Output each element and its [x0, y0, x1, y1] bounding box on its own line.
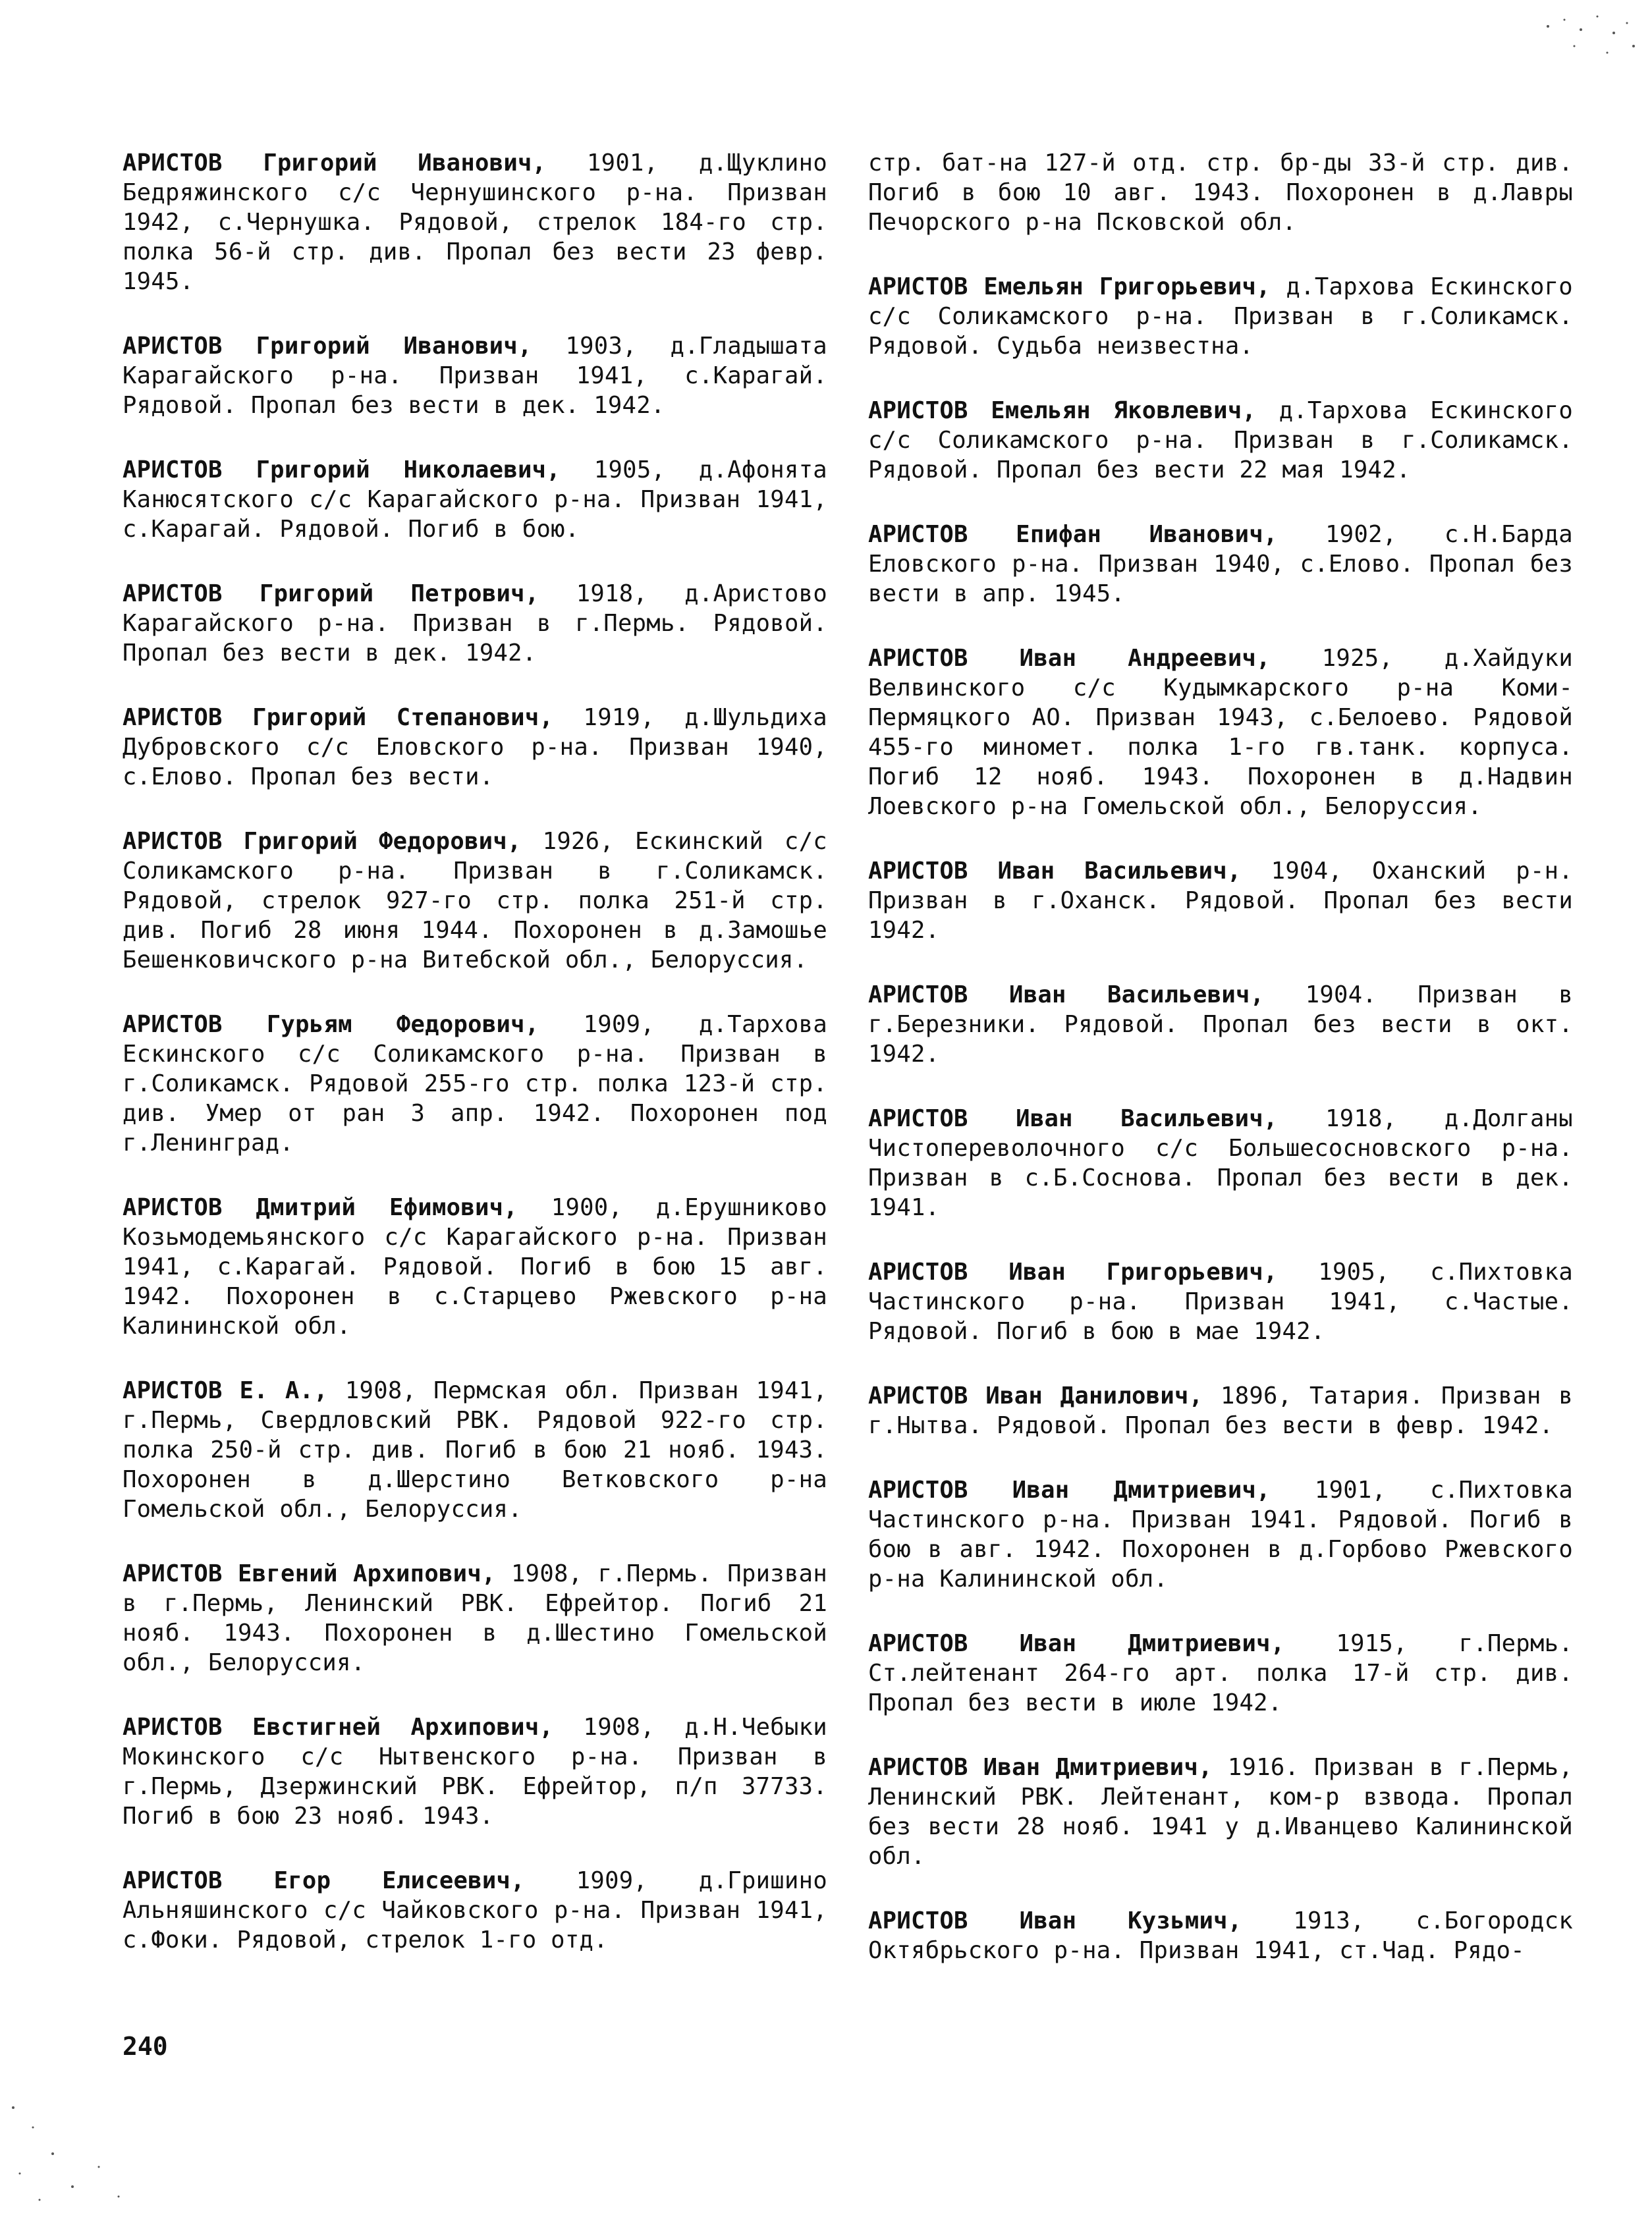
record-entry [123, 1376, 827, 1524]
entry-text: 1901, с.Пихтовка Частинского р-на. Призван 1941. Рядовой. Погиб в бою в авг. 1942. Похоронен в д.Горбово Ржевского р-на Калининской обл. [868, 1477, 1573, 1593]
record-entry [868, 1257, 1573, 1346]
entry-text: 1919, д.Шульдиха Дубровского с/с Еловского р-на. Призван 1940, с.Елово. Пропал без вести. [123, 704, 827, 790]
entry-text: д.Тархова Ескинского с/с Соликамского р-на. Призван в г.Соликамск. Рядовой. Судьба неизвестна. [868, 273, 1573, 360]
entry-surname: АРИСТОВ [868, 858, 968, 885]
entry-given-name: Евгений Архипович, [238, 1560, 496, 1587]
entry-surname: АРИСТОВ [868, 1382, 968, 1409]
scan-noise-top-right [1535, 7, 1647, 66]
entry-given-name: Дмитрий Ефимович, [256, 1194, 518, 1221]
entry-text: 1900, д.Ерушниково Козьмодемьянского с/с Карагайского р-на. Призван 1941, с.Карагай. Рядовой. Погиб в бою 15 авг. 1942. Похоронен в с.Старцево Ржевского р-на Калининской обл. [123, 1194, 827, 1340]
entry-surname: АРИСТОВ [868, 397, 968, 424]
entry-text: д.Тархова Ескинского с/с Соликамского р-на. Призван в г.Соликамск. Рядовой. Пропал без вести 22 мая 1942. [868, 397, 1573, 483]
entry-text: стр. бат-на 127-й отд. стр. бр-ды 33-й стр. див. Погиб в бою 10 авг. 1943. Похоронен в д.Лавры Печорского р-на Псковской обл. [868, 150, 1573, 236]
record-entry [868, 396, 1573, 485]
record-entry [868, 856, 1573, 945]
record-entry [123, 1010, 827, 1158]
record-entry [868, 643, 1573, 821]
record-entry [868, 148, 1573, 237]
record-entry [868, 1381, 1573, 1440]
entry-surname: АРИСТОВ [123, 1560, 223, 1587]
entry-given-name: Григорий Степанович, [252, 704, 554, 731]
entry-text: 1904. Призван в г.Березники. Рядовой. Пропал без вести в окт. 1942. [868, 981, 1573, 1068]
entry-given-name: Иван Васильевич, [997, 858, 1242, 885]
scan-noise-bottom-left [0, 2081, 145, 2213]
entry-text: 1908, Пермская обл. Призван 1941, г.Пермь, Свердловский РВК. Рядовой 922-го стр. полка 250-й стр. див. Погиб в бою 21 нояб. 1943. Похоронен в д.Шерстино Ветковского р-на Гомельской обл., Белоруссия. [123, 1377, 827, 1523]
entry-text: 1905, д.Афонята Канюсятского с/с Карагайского р-на. Призван 1941, с.Карагай. Рядовой. Погиб в бою. [123, 456, 827, 543]
entry-surname: АРИСТОВ [868, 1754, 968, 1781]
record-entry [868, 1753, 1573, 1871]
entry-text: 1915, г.Пермь. Ст.лейтенант 264-го арт. полка 17-й стр. див. Пропал без вести в июле 1942. [868, 1630, 1573, 1716]
record-entry [123, 703, 827, 792]
entry-surname: АРИСТОВ [123, 828, 223, 855]
record-entry [868, 1629, 1573, 1718]
entry-text: 1902, с.Н.Барда Еловского р-на. Призван 1940, с.Елово. Пропал без вести в апр. 1945. [868, 521, 1573, 607]
entry-surname: АРИСТОВ [868, 645, 968, 672]
entry-surname: АРИСТОВ [868, 1477, 968, 1504]
entry-given-name: Иван Васильевич, [1009, 981, 1265, 1008]
entry-text: 1918, д.Аристово Карагайского р-на. Призван в г.Пермь. Рядовой. Пропал без вести в дек. 1942. [123, 580, 827, 667]
entry-given-name: Иван Кузьмич, [1019, 1907, 1242, 1934]
entry-given-name: Григорий Федорович, [243, 828, 522, 855]
entry-surname: АРИСТОВ [868, 1259, 968, 1286]
entry-given-name: Иван Дмитриевич, [1019, 1630, 1285, 1657]
entry-given-name: Иван Дмитриевич, [1012, 1477, 1271, 1504]
entry-text: 1904, Оханский р-н. Призван в г.Оханск. Рядовой. Пропал без вести 1942. [868, 858, 1573, 944]
entry-text: 1925, д.Хайдуки Велвинского с/с Кудымкарского р-на Коми-Пермяцкого АО. Призван 1943, с.Белоево. Рядовой 455-го миномет. полка 1-го гв.танк. корпуса. Погиб 12 нояб. 1943. Похоронен в д.Надвин Лоевского р-на Гомельской обл., Белоруссия. [868, 645, 1573, 820]
entry-given-name: Егор Елисеевич, [273, 1867, 525, 1894]
record-entry [868, 1906, 1573, 1965]
entry-surname: АРИСТОВ [868, 1105, 968, 1132]
entry-surname: АРИСТОВ [123, 1194, 223, 1221]
record-entry [123, 1559, 827, 1678]
record-entry [123, 579, 827, 668]
entry-text: 1909, д.Тархова Ескинского с/с Соликамского р-на. Призван в г.Соликамск. Рядовой 255-го стр. полка 123-й стр. див. Умер от ран 3 апр. 1942. Похоронен под г.Ленинград. [123, 1011, 827, 1157]
entry-given-name: Е. А., [239, 1377, 328, 1404]
entry-text: 1909, д.Гришино Альняшинского с/с Чайковского р-на. Призван 1941, с.Фоки. Рядовой, стрелок 1-го отд. [123, 1867, 827, 1953]
entry-given-name: Григорий Николаевич, [256, 456, 561, 483]
entry-surname: АРИСТОВ [123, 333, 223, 360]
entry-given-name: Епифан Иванович, [1016, 521, 1278, 548]
entry-surname: АРИСТОВ [123, 704, 223, 731]
entry-given-name: Григорий Иванович, [263, 150, 547, 177]
record-entry [123, 331, 827, 420]
entry-surname: АРИСТОВ [123, 1377, 223, 1404]
record-entry [123, 1712, 827, 1831]
entry-given-name: Иван Григорьевич, [1008, 1259, 1278, 1286]
entry-given-name: Григорий Иванович, [256, 333, 532, 360]
entry-surname: АРИСТОВ [123, 580, 223, 607]
right-column [868, 148, 1573, 2000]
record-entry [123, 1193, 827, 1341]
entry-text: 1916. Призван в г.Пермь, Ленинский РВК. Лейтенант, ком-р взвода. Пропал без вести 28 нояб. 1941 у д.Иванцево Калининской обл. [868, 1754, 1573, 1870]
record-entry [123, 827, 827, 975]
entry-text: 1926, Ескинский с/с Соликамского р-на. Призван в г.Соликамск. Рядовой, стрелок 927-го стр. полка 251-й стр. див. Погиб 28 июня 1944. Похоронен в д.Замошье Бешенковичского р-на Витебской обл., Белоруссия. [123, 828, 827, 973]
entry-surname: АРИСТОВ [123, 1867, 223, 1894]
entry-surname: АРИСТОВ [868, 1630, 968, 1657]
entry-given-name: Емельян Григорьевич, [983, 273, 1271, 300]
entry-text: 1903, д.Гладышата Карагайского р-на. Призван 1941, с.Карагай. Рядовой. Пропал без вести в дек. 1942. [123, 333, 827, 419]
entry-given-name: Иван Васильевич, [1016, 1105, 1278, 1132]
entry-given-name: Иван Андреевич, [1019, 645, 1271, 672]
entry-given-name: Гурьям Федорович, [266, 1011, 539, 1038]
entry-given-name: Евстигней Архипович, [252, 1714, 554, 1741]
entry-surname: АРИСТОВ [123, 150, 223, 177]
record-entry [868, 980, 1573, 1069]
entry-text: 1908, д.Н.Чебыки Мокинского с/с Нытвенского р-на. Призван в г.Пермь, Дзержинский РВК. Ефрейтор, п/п 37733. Погиб в бою 23 нояб. 1943. [123, 1714, 827, 1830]
entry-surname: АРИСТОВ [868, 1907, 968, 1934]
entry-given-name: Иван Дмитриевич, [983, 1754, 1213, 1781]
record-entry [868, 1475, 1573, 1594]
entry-surname: АРИСТОВ [868, 273, 968, 300]
entry-text: 1905, с.Пихтовка Частинского р-на. Призван 1941, с.Частые. Рядовой. Погиб в бою в мае 1942. [868, 1259, 1574, 1345]
entry-surname: АРИСТОВ [868, 981, 968, 1008]
entry-given-name: Емельян Яковлевич, [991, 397, 1257, 424]
entry-surname: АРИСТОВ [123, 1011, 223, 1038]
entry-text: 1896, Татария. Призван в г.Нытва. Рядовой. Пропал без вести в февр. 1942. [868, 1382, 1573, 1439]
entry-surname: АРИСТОВ [123, 1714, 223, 1741]
entry-surname: АРИСТОВ [868, 521, 968, 548]
entry-text: 1918, д.Долганы Чистопереволочного с/с Большесосновского р-на. Призван в с.Б.Соснова. Пропал без вести в дек. 1941. [868, 1105, 1573, 1221]
entry-text: 1913, с.Богородск Октябрьского р-на. Призван 1941, ст.Чад. Рядо- [868, 1907, 1573, 1964]
record-entry [868, 272, 1573, 361]
entry-text: 1901, д.Щуклино Бедряжинского с/с Чернушинского р-на. Призван 1942, с.Чернушка. Рядовой, стрелок 184-го стр. полка 56-й стр. див. Пропал без вести 23 февр. 1945. [123, 150, 827, 295]
left-column [123, 148, 827, 1990]
record-entry [123, 1866, 827, 1955]
record-entry [868, 520, 1573, 609]
record-entry [123, 455, 827, 544]
entry-text: 1908, г.Пермь. Призван в г.Пермь, Ленинский РВК. Ефрейтор. Погиб 21 нояб. 1943. Похоронен в д.Шестино Гомельской обл., Белоруссия. [123, 1560, 827, 1676]
page-number: 240 [123, 2032, 168, 2061]
entry-given-name: Иван Данилович, [985, 1382, 1203, 1409]
entry-given-name: Григорий Петрович, [259, 580, 539, 607]
record-entry [123, 148, 827, 296]
record-entry [868, 1104, 1573, 1222]
entry-surname: АРИСТОВ [123, 456, 223, 483]
